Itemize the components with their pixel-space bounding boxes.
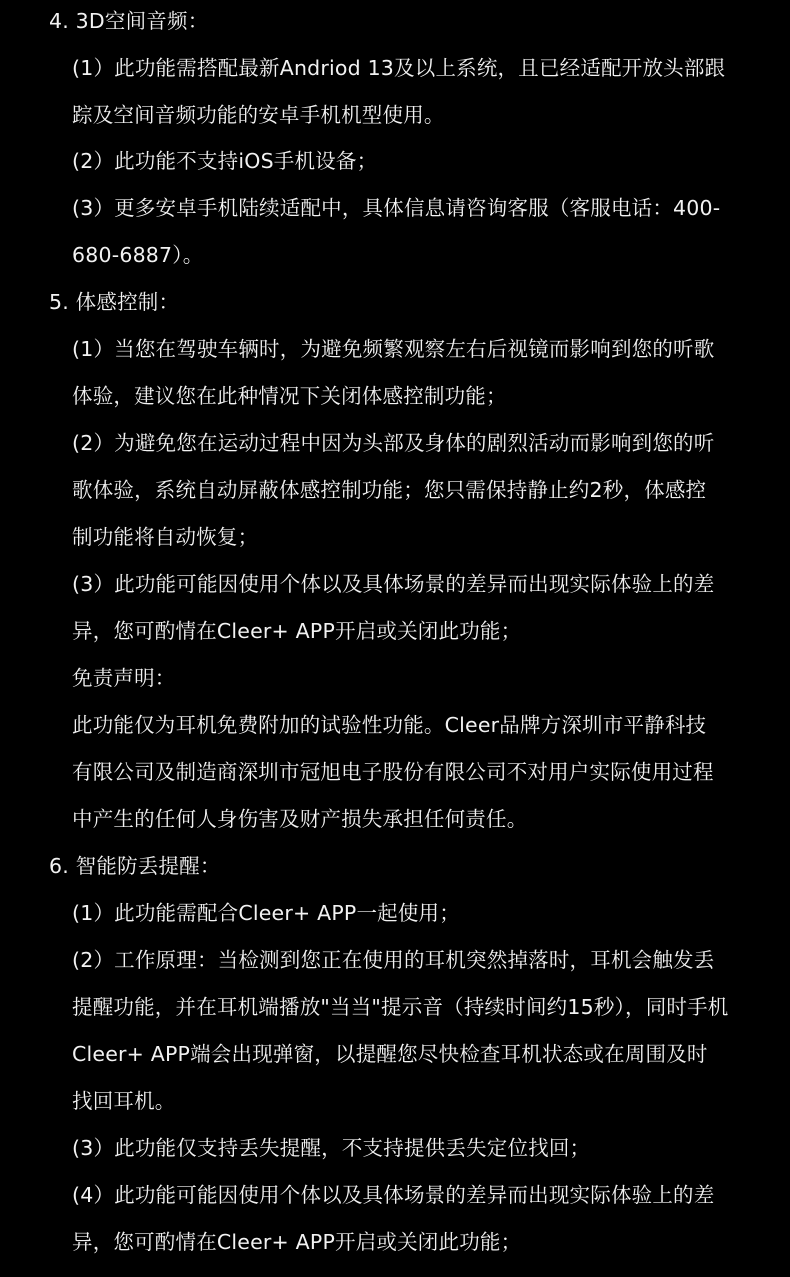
text-line: 中产生的任何人身伤害及财产损失承担任何责任。: [72, 807, 528, 831]
text-line: 有限公司及制造商深圳市冠旭电子股份有限公司不对用户实际使用过程: [72, 760, 714, 784]
text-line: 体验，建议您在此种情况下关闭体感控制功能；: [72, 384, 507, 408]
text-line: 异，您可酌情在Cleer+ APP开启或关闭此功能；: [72, 1230, 522, 1254]
section-heading-3d-spatial-audio: 4. 3D空间音频：: [49, 9, 209, 33]
text-line: 680-6887）。: [72, 243, 204, 267]
text-line: 提醒功能，并在耳机端播放"当当"提示音（持续时间约15秒），同时手机: [72, 995, 729, 1019]
disclaimer-heading: 免责声明：: [72, 666, 176, 690]
text-line: (1）当您在驾驶车辆时，为避免频繁观察左右后视镜而影响到您的听歌: [72, 337, 715, 361]
text-line: 找回耳机。: [72, 1089, 176, 1113]
text-line: 制功能将自动恢复；: [72, 525, 259, 549]
section-heading-motion-control: 5. 体感控制：: [49, 290, 180, 314]
text-line: (3）此功能可能因使用个体以及具体场景的差异而出现实际体验上的差: [72, 572, 715, 596]
text-line: 异，您可酌情在Cleer+ APP开启或关闭此功能；: [72, 619, 522, 643]
text-line: 此功能仅为耳机免费附加的试验性功能。Cleer品牌方深圳市平静科技: [72, 713, 707, 737]
text-line: (2）此功能不支持iOS手机设备；: [72, 149, 378, 173]
text-line: Cleer+ APP端会出现弹窗，以提醒您尽快检查耳机状态或在周围及时: [72, 1042, 708, 1066]
text-line: 踪及空间音频功能的安卓手机机型使用。: [72, 103, 445, 127]
text-line: (2）为避免您在运动过程中因为头部及身体的剧烈活动而影响到您的听: [72, 431, 715, 455]
section-heading-anti-loss-reminder: 6. 智能防丢提醒：: [49, 854, 221, 878]
text-line: (1）此功能需配合Cleer+ APP一起使用；: [72, 901, 460, 925]
text-line: (4）此功能可能因使用个体以及具体场景的差异而出现实际体验上的差: [72, 1183, 715, 1207]
text-line: (2）工作原理：当检测到您正在使用的耳机突然掉落时，耳机会触发丢: [72, 948, 715, 972]
text-line: 歌体验，系统自动屏蔽体感控制功能；您只需保持静止约2秒，体感控: [72, 478, 707, 502]
text-line: (1）此功能需搭配最新Andriod 13及以上系统，且已经适配开放头部跟: [72, 56, 726, 80]
text-line: (3）更多安卓手机陆续适配中，具体信息请咨询客服（客服电话：400-: [72, 196, 721, 220]
text-line: (3）此功能仅支持丢失提醒，不支持提供丢失定位找回；: [72, 1136, 591, 1160]
